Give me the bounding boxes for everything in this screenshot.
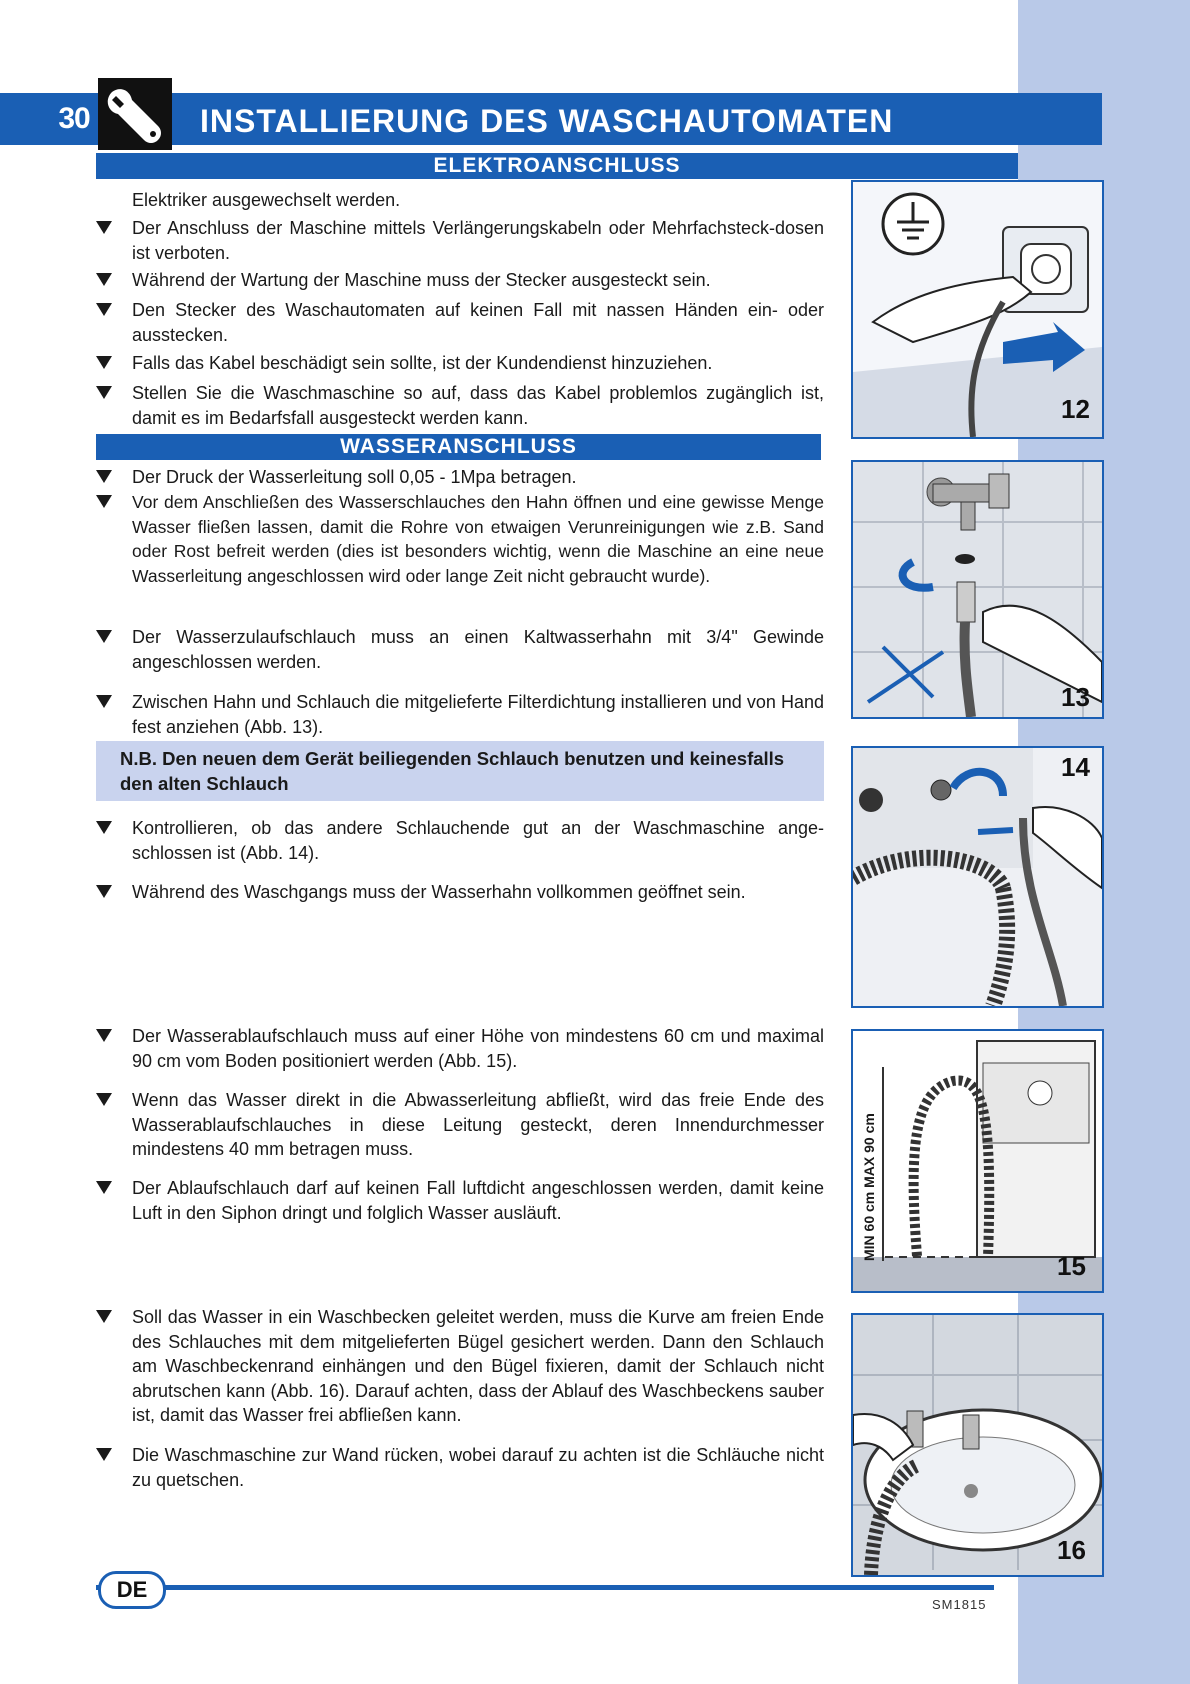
figure-number: 15 xyxy=(1057,1251,1086,1281)
figure-number: 12 xyxy=(1061,394,1090,424)
section-header-water: WASSERANSCHLUSS xyxy=(96,434,821,460)
list-item: Der Ablaufschlauch darf auf keinen Fall luftdicht angeschlossen werden, damit keine Luft in den Siphon dringt und folglich Wasser ausläuft. xyxy=(96,1176,824,1225)
list-item: Zwischen Hahn und Schlauch die mitgelieferte Filterdichtung installieren und von Hand fest anziehen (Abb. 13). xyxy=(96,690,824,739)
list-item: Die Waschmaschine zur Wand rücken, wobei darauf zu achten ist die Schläuche nicht zu quetschen. xyxy=(96,1443,824,1492)
list-item: Während des Waschgangs muss der Wasserhahn vollkommen geöffnet sein. xyxy=(96,880,824,905)
page-number: 30 xyxy=(58,102,90,135)
list-item: Soll das Wasser in ein Waschbecken geleitet werden, muss die Kurve am freien Ende des Schlauches mit dem mitgelieferten Bügel gesichert werden. Dann den Schlauch am Waschbeckenrand einhängen und den Bügel fixieren, damit der Schlauch nicht abrutschen kann (Abb. 16). Darauf achten, dass der Ablauf des Waschbeckens sauber ist, damit das Wasser frei abfließen kann. xyxy=(96,1305,824,1428)
figure-14 xyxy=(851,746,1104,1008)
list-item: Der Druck der Wasserleitung soll 0,05 - 1Mpa betragen. xyxy=(96,465,824,490)
figure-12 xyxy=(851,180,1104,439)
figure-13 xyxy=(851,460,1104,719)
list-item: Während der Wartung der Maschine muss der Stecker ausgesteckt sein. xyxy=(96,268,824,293)
list-item: Der Anschluss der Maschine mittels Verlängerungskabeln oder Mehrfachsteck-dosen ist verboten. xyxy=(96,216,824,265)
figure-number: 16 xyxy=(1057,1535,1086,1565)
note-box: N.B. Den neuen dem Gerät beiliegenden Schlauch benutzen und keinesfalls den alten Schlauch xyxy=(96,741,824,801)
footer-rule xyxy=(96,1585,994,1590)
figure-number: 14 xyxy=(1061,752,1090,782)
list-item: Vor dem Anschließen des Wasserschlauches den Hahn öffnen und eine gewisse Menge Wasser fließen lassen, damit die Rohre von etwaigen Verunreinigungen wie z.B. Sand oder Rost befreit werden (dies ist besonders wichtig, wenn die Maschine an eine neue Wasserleitung angeschlossen wird oder lange Zeit nicht gebraucht wurde). xyxy=(96,490,824,588)
list-item: Der Wasserablaufschlauch muss auf einer Höhe von mindestens 60 cm und maximal 90 cm vom Boden positioniert werden (Abb. 15). xyxy=(96,1024,824,1073)
figure-15 xyxy=(851,1029,1104,1293)
list-item: Der Wasserzulaufschlauch muss an einen Kaltwasserhahn mit 3/4" Gewinde angeschlossen werden. xyxy=(96,625,824,674)
figure-16 xyxy=(851,1313,1104,1577)
continuation-text: Elektriker ausgewechselt werden. xyxy=(132,190,401,210)
language-badge: DE xyxy=(98,1571,166,1609)
figure-number: 13 xyxy=(1061,682,1090,712)
list-item: Stellen Sie die Waschmaschine so auf, dass das Kabel problemlos zugänglich ist, damit es im Bedarfsfall ausgesteckt werden kann. xyxy=(96,381,824,430)
wrench-icon xyxy=(98,78,172,150)
section-header-electric: ELEKTROANSCHLUSS xyxy=(96,153,1018,179)
page-title: INSTALLIERUNG DES WASCHAUTOMATEN xyxy=(200,103,894,139)
list-item: Wenn das Wasser direkt in die Abwasserleitung abfließt, wird das freie Ende des Wasserablaufschlauches in diese Leitung gesteckt, deren Innendurchmesser mindestens 40 mm betragen muss. xyxy=(96,1088,824,1162)
list-item: Kontrollieren, ob das andere Schlauchende gut an der Waschmaschine ange-schlossen ist (Abb. 14). xyxy=(96,816,824,865)
document-code: SM1815 xyxy=(932,1597,987,1612)
list-item: Den Stecker des Waschautomaten auf keinen Fall mit nassen Händen ein- oder ausstecken. xyxy=(96,298,824,347)
list-item: Falls das Kabel beschädigt sein sollte, ist der Kundendienst hinzuziehen. xyxy=(96,351,824,376)
height-range-label: MIN 60 cm MAX 90 cm xyxy=(861,1113,877,1261)
